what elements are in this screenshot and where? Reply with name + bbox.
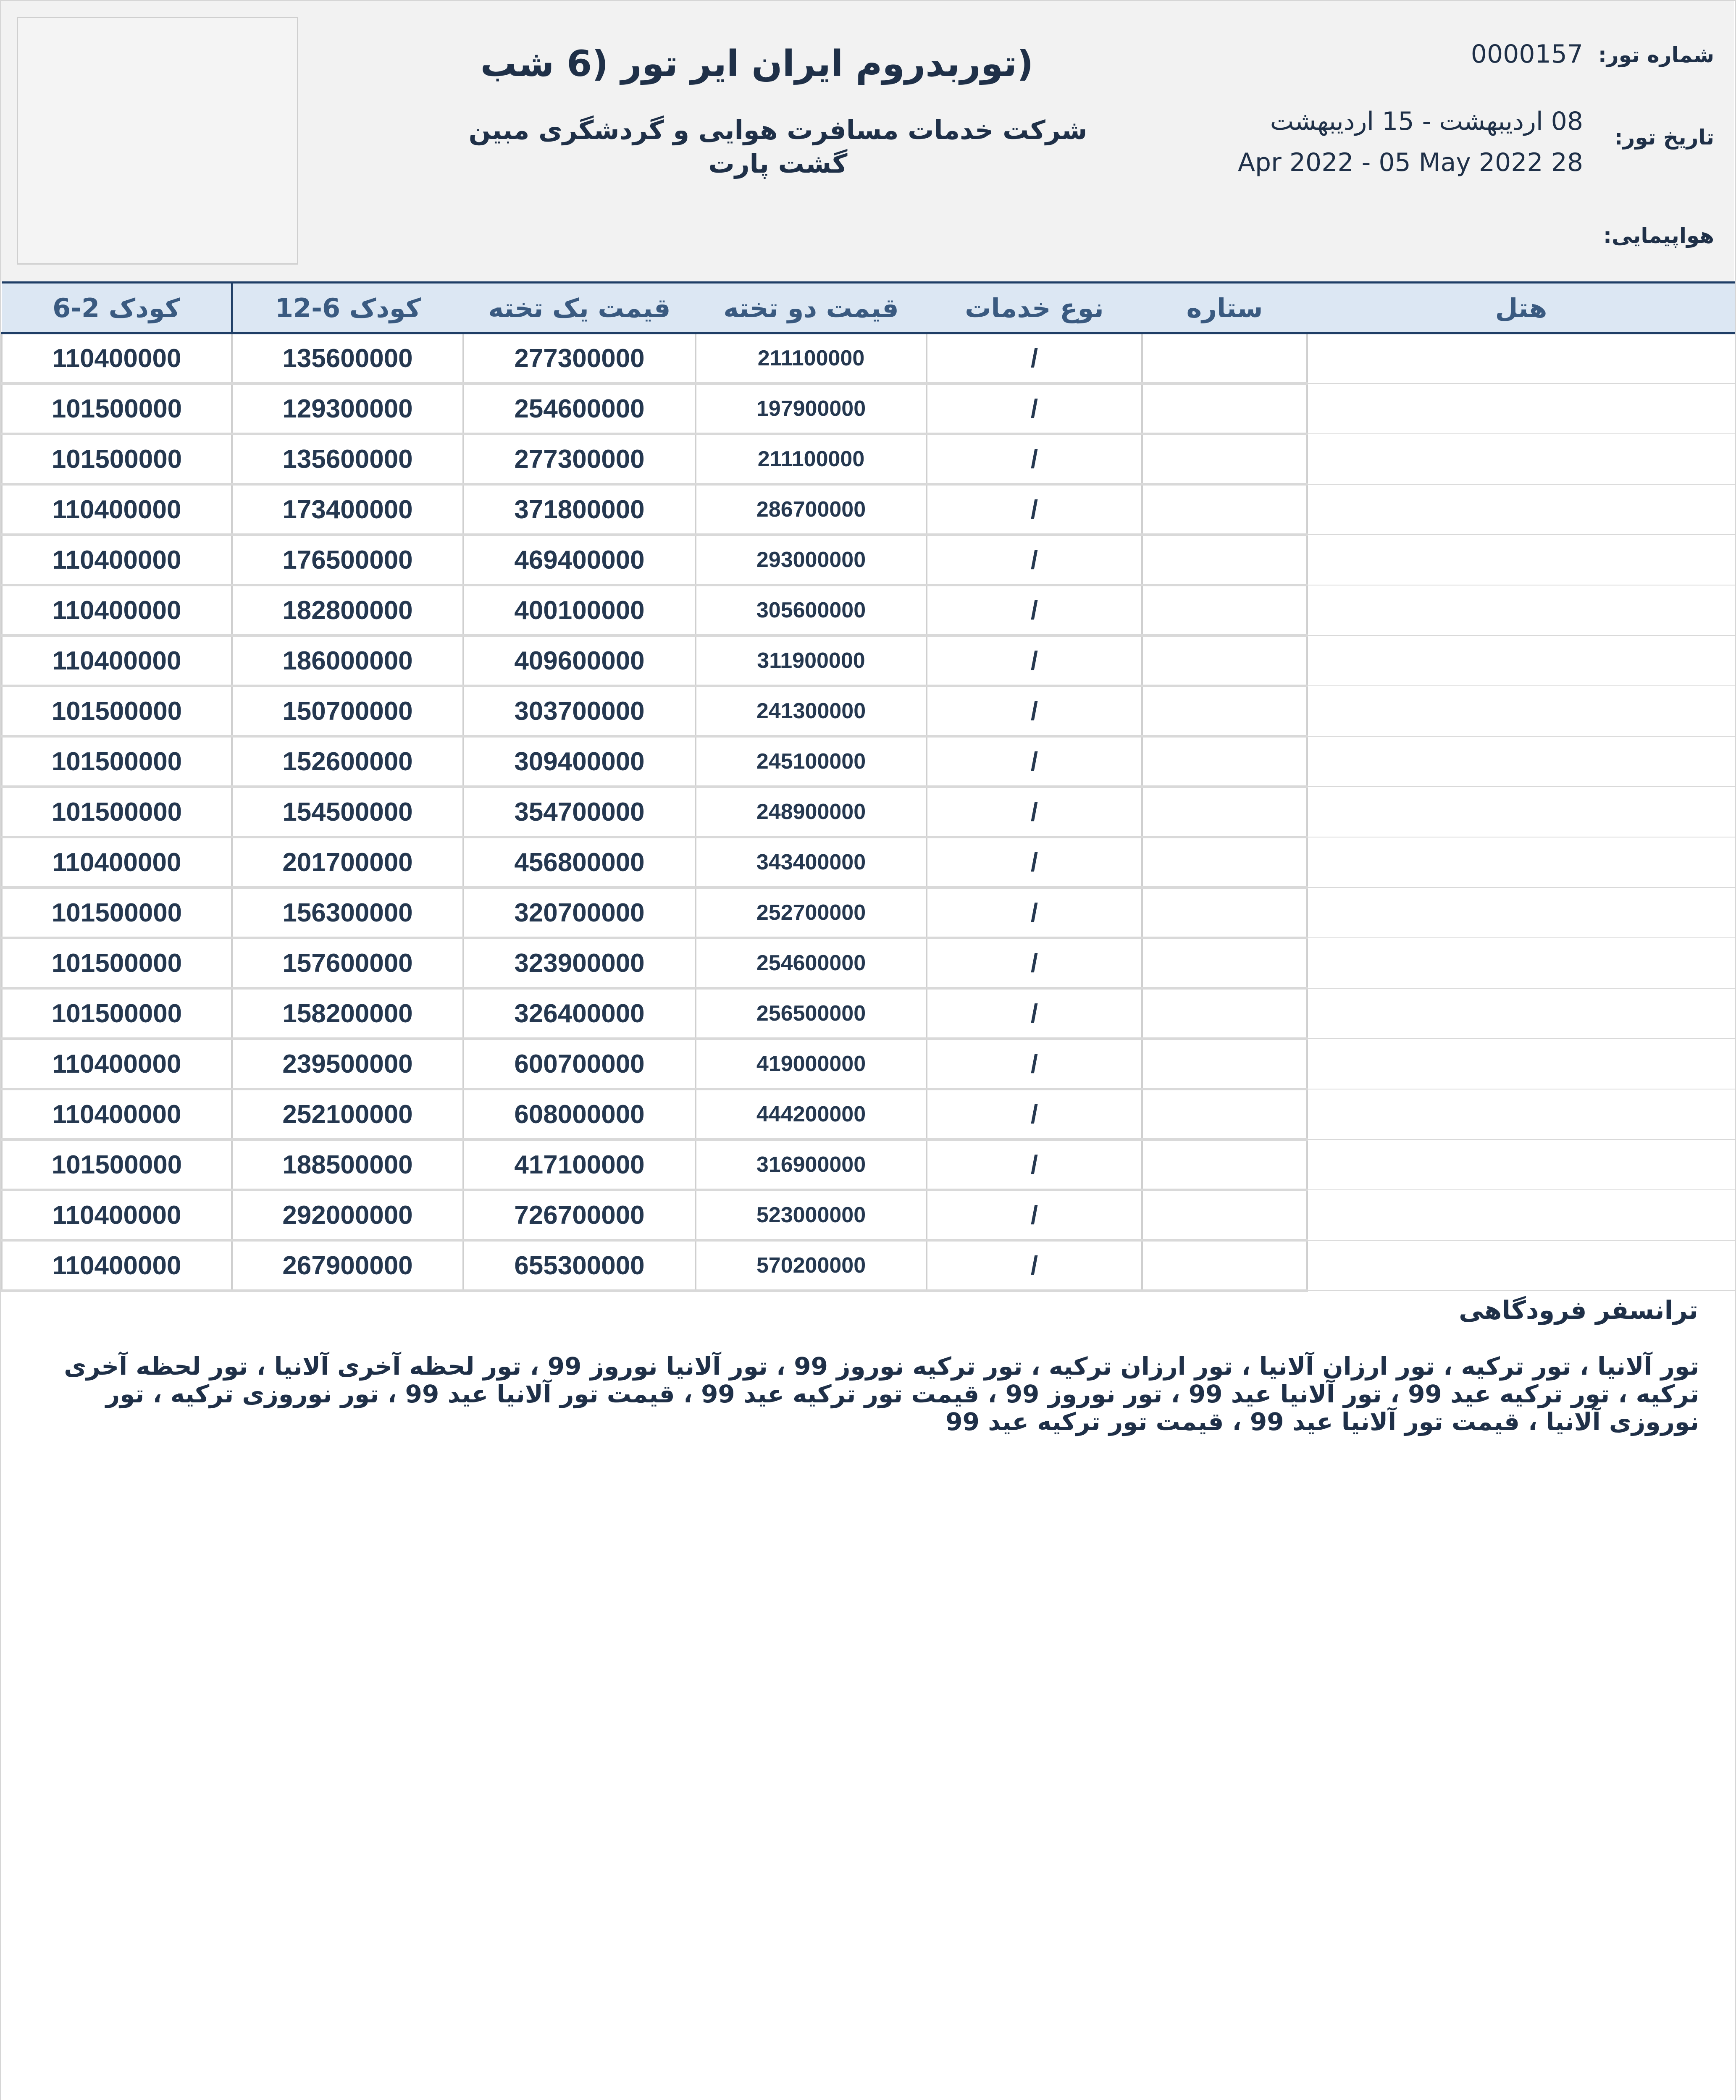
cell-child-2-6: 101500000 (2, 434, 232, 484)
cell-child-6-12: 201700000 (232, 837, 463, 887)
cell-single-price: 354700000 (463, 787, 696, 837)
cell-hotel (1307, 484, 1735, 535)
cell-single-price: 456800000 (463, 837, 696, 887)
cell-hotel (1307, 787, 1735, 837)
cell-single-price: 277300000 (463, 434, 696, 484)
cell-hotel (1307, 887, 1735, 938)
cell-child-6-12: 129300000 (232, 383, 463, 434)
cell-service-type: / (927, 333, 1142, 384)
tour-title: (توربدروم ایران ایر تور (6 شب (480, 43, 1034, 85)
table-row (2, 887, 1735, 938)
cell-star (1142, 535, 1307, 585)
tour-date-label: تاریخ تور: (1614, 125, 1714, 150)
cell-single-price: 600700000 (463, 1039, 696, 1089)
cell-single-price: 309400000 (463, 736, 696, 787)
cell-double-price: 197900000 (696, 383, 927, 434)
cell-star (1142, 887, 1307, 938)
cell-child-6-12: 176500000 (232, 535, 463, 585)
cell-child-6-12: 154500000 (232, 787, 463, 837)
cell-hotel (1307, 434, 1735, 484)
cell-child-6-12: 252100000 (232, 1089, 463, 1139)
cell-double-price: 523000000 (696, 1190, 927, 1240)
cell-hotel (1307, 1089, 1735, 1139)
cell-service-type: / (927, 736, 1142, 787)
cell-child-2-6: 110400000 (2, 333, 232, 384)
cell-double-price: 256500000 (696, 988, 927, 1039)
table-row (2, 635, 1735, 686)
cell-child-2-6: 101500000 (2, 938, 232, 988)
cell-hotel (1307, 686, 1735, 736)
cell-service-type: / (927, 988, 1142, 1039)
cell-hotel (1307, 1039, 1735, 1089)
table-row (2, 484, 1735, 535)
cell-hotel (1307, 1240, 1735, 1291)
cell-hotel (1307, 635, 1735, 686)
cell-child-6-12: 158200000 (232, 988, 463, 1039)
cell-hotel (1307, 1139, 1735, 1190)
cell-star (1142, 434, 1307, 484)
cell-child-2-6: 110400000 (2, 1240, 232, 1291)
cell-hotel (1307, 837, 1735, 887)
table-row (2, 1039, 1735, 1089)
cell-child-6-12: 188500000 (232, 1139, 463, 1190)
cell-child-2-6: 110400000 (2, 1039, 232, 1089)
cell-service-type: / (927, 938, 1142, 988)
tour-tags: تور آلانیا ، تور ترکیه ، تور ارزان آلانیا ، تور ارزان ترکیه ، تور ترکیه نوروز 99 ، تور آلانیا نوروز 99 ، تور لحظه آخری آلانیا ، تور لحظه آخری ترکیه ، تور ترکیه عید 99 ، تور آلانیا عید 99 ، تور نوروز 99 ، قیمت تور ترکیه عید 99 ، قیمت تور آلانیا عید 99 ، تور نوروزی ترکیه ، تور نوروزی آلانیا ، قیمت تور آلانیا عید 99 ، قیمت تور ترکیه عید 99 (64, 1352, 1699, 1436)
table-row (2, 938, 1735, 988)
cell-child-6-12: 135600000 (232, 333, 463, 384)
cell-single-price: 608000000 (463, 1089, 696, 1139)
cell-child-2-6: 101500000 (2, 383, 232, 434)
tour-date-en: 28 Apr 2022 - 05 May 2022 (1237, 148, 1583, 177)
cell-service-type: / (927, 635, 1142, 686)
table-row (2, 837, 1735, 887)
cell-single-price: 726700000 (463, 1190, 696, 1240)
cell-child-2-6: 110400000 (2, 1190, 232, 1240)
col-service-type: نوع خدمات (927, 283, 1142, 333)
cell-star (1142, 736, 1307, 787)
cell-service-type: / (927, 585, 1142, 635)
cell-single-price: 409600000 (463, 635, 696, 686)
cell-child-6-12: 156300000 (232, 887, 463, 938)
cell-star (1142, 686, 1307, 736)
cell-star (1142, 1089, 1307, 1139)
cell-hotel (1307, 1190, 1735, 1240)
cell-double-price: 254600000 (696, 938, 927, 988)
table-row (2, 988, 1735, 1039)
cell-double-price: 570200000 (696, 1240, 927, 1291)
table-row (2, 585, 1735, 635)
cell-star (1142, 787, 1307, 837)
cell-child-6-12: 239500000 (232, 1039, 463, 1089)
cell-child-6-12: 150700000 (232, 686, 463, 736)
cell-child-2-6: 110400000 (2, 484, 232, 535)
cell-star (1142, 1039, 1307, 1089)
col-double-price: قیمت دو تخته (696, 283, 927, 333)
cell-star (1142, 333, 1307, 384)
col-star: ستاره (1142, 283, 1307, 333)
cell-hotel (1307, 736, 1735, 787)
table-row (2, 1089, 1735, 1139)
cell-double-price: 419000000 (696, 1039, 927, 1089)
cell-child-6-12: 186000000 (232, 635, 463, 686)
cell-single-price: 469400000 (463, 535, 696, 585)
cell-double-price: 343400000 (696, 837, 927, 887)
cell-hotel (1307, 383, 1735, 434)
cell-star (1142, 988, 1307, 1039)
cell-hotel (1307, 988, 1735, 1039)
cell-service-type: / (927, 1139, 1142, 1190)
cell-star (1142, 484, 1307, 535)
cell-star (1142, 585, 1307, 635)
cell-hotel (1307, 938, 1735, 988)
cell-star (1142, 383, 1307, 434)
cell-double-price: 311900000 (696, 635, 927, 686)
cell-child-6-12: 267900000 (232, 1240, 463, 1291)
table-header-row (2, 283, 1735, 333)
col-child-6-12: کودک 6-12 (232, 283, 463, 333)
col-single-price: قیمت یک تخته (463, 283, 696, 333)
cell-double-price: 248900000 (696, 787, 927, 837)
cell-child-2-6: 110400000 (2, 635, 232, 686)
cell-star (1142, 837, 1307, 887)
cell-child-6-12: 173400000 (232, 484, 463, 535)
table-row (2, 787, 1735, 837)
cell-star (1142, 1190, 1307, 1240)
cell-single-price: 326400000 (463, 988, 696, 1039)
cell-child-2-6: 101500000 (2, 686, 232, 736)
cell-service-type: / (927, 535, 1142, 585)
tour-number: 0000157 (1471, 39, 1583, 69)
cell-service-type: / (927, 887, 1142, 938)
cell-service-type: / (927, 787, 1142, 837)
cell-child-2-6: 110400000 (2, 585, 232, 635)
cell-single-price: 371800000 (463, 484, 696, 535)
cell-single-price: 303700000 (463, 686, 696, 736)
cell-child-2-6: 101500000 (2, 988, 232, 1039)
company-name: شرکت خدمات مسافرت هوایی و گردشگری مبین گشت پارت (468, 115, 1087, 179)
col-hotel: هتل (1307, 283, 1735, 333)
table-row (2, 736, 1735, 787)
logo-placeholder (17, 17, 298, 265)
cell-service-type: / (927, 686, 1142, 736)
cell-child-6-12: 182800000 (232, 585, 463, 635)
cell-double-price: 252700000 (696, 887, 927, 938)
cell-child-2-6: 110400000 (2, 535, 232, 585)
cell-child-2-6: 101500000 (2, 887, 232, 938)
cell-service-type: / (927, 484, 1142, 535)
cell-service-type: / (927, 1089, 1142, 1139)
cell-single-price: 655300000 (463, 1240, 696, 1291)
table-row (2, 686, 1735, 736)
tour-number-label: شماره تور: (1598, 43, 1714, 67)
cell-hotel (1307, 535, 1735, 585)
cell-single-price: 417100000 (463, 1139, 696, 1190)
col-child-2-6: کودک 2-6 (2, 283, 232, 333)
cell-child-2-6: 110400000 (2, 837, 232, 887)
cell-double-price: 245100000 (696, 736, 927, 787)
cell-double-price: 211100000 (696, 333, 927, 384)
cell-service-type: / (927, 383, 1142, 434)
cell-single-price: 254600000 (463, 383, 696, 434)
cell-star (1142, 635, 1307, 686)
cell-child-2-6: 101500000 (2, 1139, 232, 1190)
cell-star (1142, 1240, 1307, 1291)
airline-label: هواپیمایی: (1603, 223, 1714, 248)
cell-child-2-6: 110400000 (2, 1089, 232, 1139)
cell-service-type: / (927, 434, 1142, 484)
transfer-note: ترانسفر فرودگاهی (1459, 1296, 1698, 1325)
cell-double-price: 293000000 (696, 535, 927, 585)
price-table (1, 281, 1735, 1292)
cell-double-price: 316900000 (696, 1139, 927, 1190)
cell-single-price: 320700000 (463, 887, 696, 938)
cell-service-type: / (927, 1190, 1142, 1240)
cell-child-6-12: 157600000 (232, 938, 463, 988)
tour-date-fa: 08 اردیبهشت - 15 اردیبهشت (1270, 107, 1583, 136)
table-row (2, 1240, 1735, 1291)
header (1, 1, 1734, 281)
cell-service-type: / (927, 1039, 1142, 1089)
cell-child-6-12: 152600000 (232, 736, 463, 787)
cell-double-price: 286700000 (696, 484, 927, 535)
table-row (2, 333, 1735, 384)
table-row (2, 434, 1735, 484)
table-row (2, 1190, 1735, 1240)
cell-child-6-12: 135600000 (232, 434, 463, 484)
table-row (2, 535, 1735, 585)
cell-star (1142, 1139, 1307, 1190)
cell-single-price: 400100000 (463, 585, 696, 635)
cell-hotel (1307, 333, 1735, 384)
cell-star (1142, 938, 1307, 988)
cell-single-price: 323900000 (463, 938, 696, 988)
cell-child-2-6: 101500000 (2, 787, 232, 837)
cell-double-price: 305600000 (696, 585, 927, 635)
cell-service-type: / (927, 837, 1142, 887)
cell-child-2-6: 101500000 (2, 736, 232, 787)
cell-double-price: 211100000 (696, 434, 927, 484)
cell-service-type: / (927, 1240, 1142, 1291)
cell-double-price: 241300000 (696, 686, 927, 736)
cell-child-6-12: 292000000 (232, 1190, 463, 1240)
table-row (2, 1139, 1735, 1190)
table-row (2, 383, 1735, 434)
cell-hotel (1307, 585, 1735, 635)
cell-single-price: 277300000 (463, 333, 696, 384)
cell-double-price: 444200000 (696, 1089, 927, 1139)
